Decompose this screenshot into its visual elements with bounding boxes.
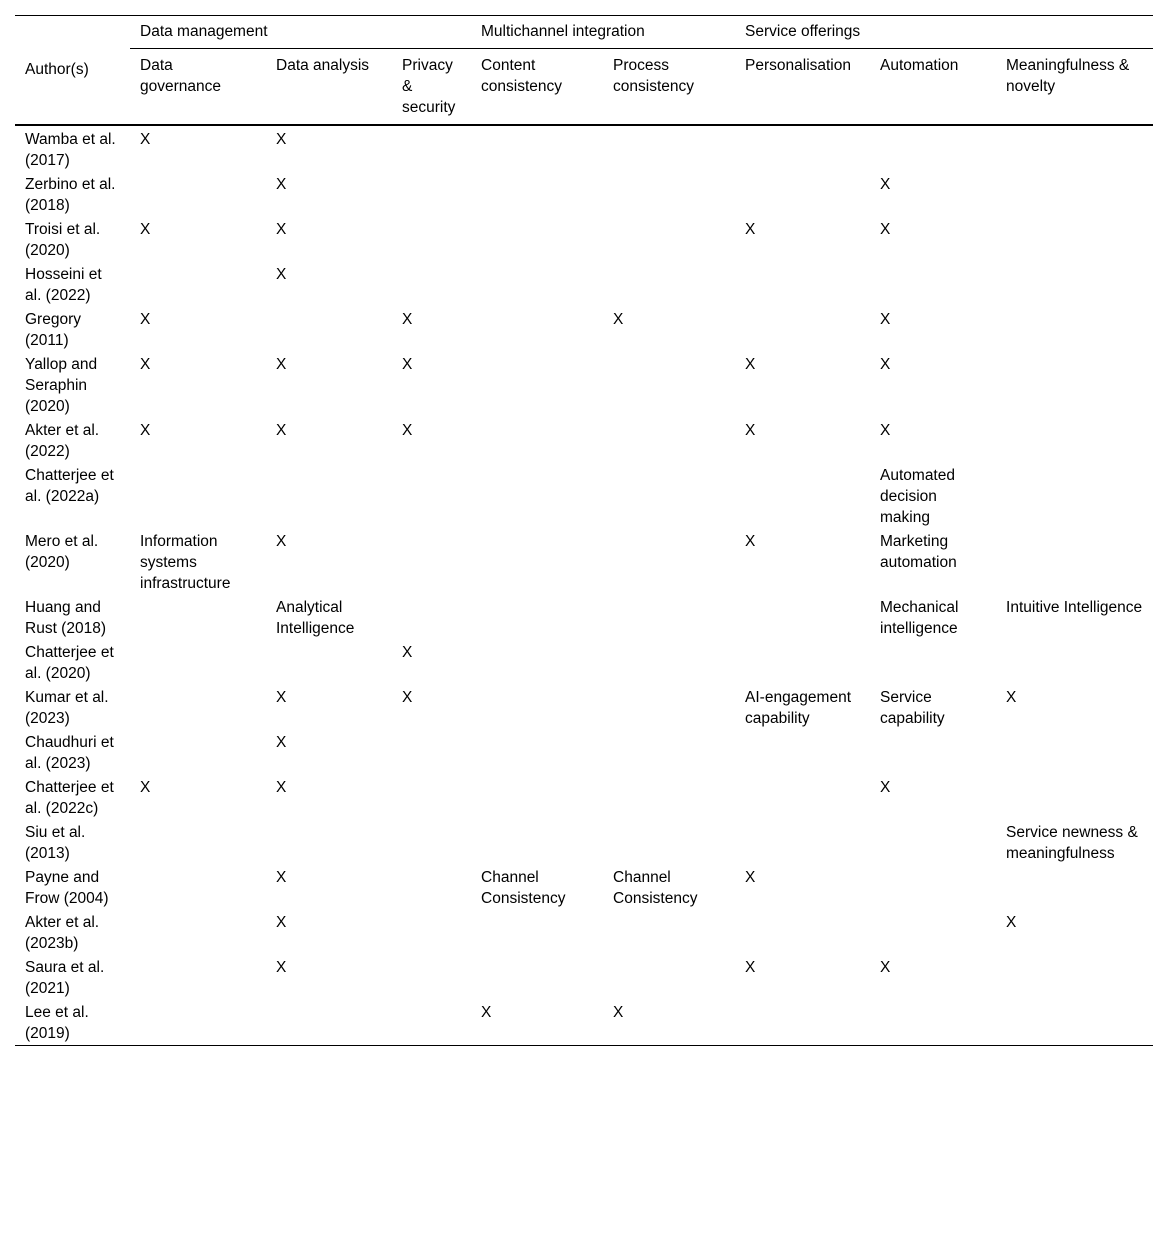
- cell-process-consistency: [603, 640, 735, 685]
- cell-content-consistency: [471, 125, 603, 172]
- cell-privacy-and-security: [392, 730, 471, 775]
- cell-data-governance: [130, 820, 266, 865]
- cell-personalisation: [735, 595, 870, 640]
- cell-data-analysis: X: [276, 422, 287, 439]
- cell-process-consistency: [603, 125, 735, 172]
- author-cell: Zerbino et al. (2018): [25, 176, 116, 214]
- author-cell: Kumar et al. (2023): [25, 689, 109, 727]
- cell-meaningfulness-and-novelty: Service newness & meaningfulness: [1006, 824, 1138, 862]
- cell-data-analysis: X: [276, 734, 287, 751]
- cell-personalisation: X: [745, 221, 756, 238]
- cell-data-analysis: X: [276, 266, 287, 283]
- cell-meaningfulness-and-novelty: [996, 418, 1153, 463]
- cell-data-governance: [130, 1000, 266, 1046]
- author-cell: Akter et al. (2023b): [25, 914, 100, 952]
- table-row: [15, 418, 1153, 463]
- cell-privacy-and-security: [392, 463, 471, 529]
- cell-process-consistency: [603, 172, 735, 217]
- column-header-data-governance: Data governance: [130, 49, 266, 126]
- cell-data-governance: [130, 955, 266, 1000]
- author-cell: Siu et al. (2013): [25, 824, 86, 862]
- cell-content-consistency: [471, 262, 603, 307]
- cell-personalisation: X: [745, 422, 756, 439]
- author-cell: Gregory (2011): [25, 311, 81, 349]
- cell-meaningfulness-and-novelty: [996, 955, 1153, 1000]
- author-cell: Payne and Frow (2004): [25, 869, 109, 907]
- cell-privacy-and-security: [392, 217, 471, 262]
- cell-data-analysis: [266, 307, 392, 352]
- group-header-multichannel-integration: Multichannel integration: [471, 16, 735, 49]
- cell-meaningfulness-and-novelty: Intuitive Intelligence: [1006, 599, 1143, 616]
- cell-data-governance: X: [140, 221, 151, 238]
- table-row: [15, 910, 1153, 955]
- author-cell: Mero et al. (2020): [25, 533, 99, 571]
- author-cell: Chatterjee et al. (2022a): [25, 467, 114, 505]
- table-row: [15, 172, 1153, 217]
- cell-process-consistency: [603, 955, 735, 1000]
- cell-automation: [870, 640, 996, 685]
- cell-automation: [870, 820, 996, 865]
- author-cell: Lee et al. (2019): [15, 1000, 130, 1046]
- table-row: [15, 1000, 1153, 1046]
- cell-personalisation: [735, 463, 870, 529]
- cell-privacy-and-security: [392, 910, 471, 955]
- cell-automation: X: [880, 176, 891, 193]
- table-row: [15, 463, 1153, 529]
- cell-process-consistency: [603, 595, 735, 640]
- cell-data-analysis: [266, 1000, 392, 1046]
- cell-data-governance: X: [140, 131, 151, 148]
- cell-process-consistency: [603, 730, 735, 775]
- author-cell: Chatterjee et al. (2020): [25, 644, 114, 682]
- cell-automation: [870, 1000, 996, 1046]
- cell-process-consistency: [603, 262, 735, 307]
- cell-privacy-and-security: X: [402, 689, 413, 706]
- table-row: [15, 217, 1153, 262]
- cell-data-analysis: X: [276, 779, 287, 796]
- cell-data-governance: [130, 865, 266, 910]
- column-header-process-consistency: Process consistency: [603, 49, 735, 126]
- author-cell: Yallop and Seraphin (2020): [25, 356, 98, 415]
- cell-data-analysis: X: [276, 533, 287, 550]
- cell-personalisation: [735, 910, 870, 955]
- cell-personalisation: [735, 730, 870, 775]
- cell-data-governance: [130, 685, 266, 730]
- table-row: [15, 955, 1153, 1000]
- cell-content-consistency: X: [471, 1000, 603, 1046]
- cell-automation: Service capability: [880, 689, 945, 727]
- cell-process-consistency: X: [603, 1000, 735, 1046]
- table-row: [15, 307, 1153, 352]
- cell-process-consistency: [603, 775, 735, 820]
- cell-meaningfulness-and-novelty: [996, 172, 1153, 217]
- cell-meaningfulness-and-novelty: [996, 529, 1153, 595]
- author-cell: Chaudhuri et al. (2023): [25, 734, 114, 772]
- cell-automation: Automated decision making: [880, 467, 955, 526]
- cell-data-governance: X: [140, 779, 151, 796]
- cell-meaningfulness-and-novelty: X: [1006, 689, 1017, 706]
- group-header-row: [15, 16, 1153, 49]
- cell-data-analysis: [266, 463, 392, 529]
- author-cell: Hosseini et al. (2022): [25, 266, 102, 304]
- cell-content-consistency: [471, 640, 603, 685]
- cell-privacy-and-security: X: [402, 311, 413, 328]
- cell-process-consistency: X: [613, 311, 624, 328]
- cell-automation: X: [880, 959, 891, 976]
- cell-data-governance: X: [140, 311, 151, 328]
- cell-content-consistency: [471, 955, 603, 1000]
- cell-automation: X: [880, 221, 891, 238]
- cell-data-governance: [130, 640, 266, 685]
- cell-data-governance: [130, 730, 266, 775]
- cell-meaningfulness-and-novelty: [996, 775, 1153, 820]
- table-row: [15, 262, 1153, 307]
- cell-automation: Mechanical intelligence: [880, 599, 959, 637]
- cell-process-consistency: [603, 418, 735, 463]
- cell-automation: X: [880, 356, 891, 373]
- author-cell: Saura et al. (2021): [25, 959, 105, 997]
- literature-comparison-table: [15, 15, 1153, 1046]
- cell-process-consistency: [603, 217, 735, 262]
- cell-personalisation: [735, 307, 870, 352]
- cell-data-governance: [130, 463, 266, 529]
- cell-privacy-and-security: X: [402, 644, 413, 661]
- cell-data-governance: Information systems infrastructure: [140, 533, 231, 592]
- cell-privacy-and-security: [392, 529, 471, 595]
- cell-data-governance: [130, 595, 266, 640]
- cell-data-governance: [130, 910, 266, 955]
- column-header-privacy-and-security: Privacy & security: [392, 49, 471, 126]
- cell-content-consistency: [471, 685, 603, 730]
- table-row: [15, 640, 1153, 685]
- cell-content-consistency: [471, 418, 603, 463]
- cell-personalisation: [735, 1000, 870, 1046]
- cell-data-analysis: X: [276, 131, 287, 148]
- cell-meaningfulness-and-novelty: [996, 640, 1153, 685]
- table-row: [15, 352, 1153, 418]
- column-header-data-analysis: Data analysis: [266, 49, 392, 126]
- cell-privacy-and-security: [392, 172, 471, 217]
- cell-automation: X: [880, 311, 891, 328]
- cell-data-analysis: X: [276, 914, 287, 931]
- cell-content-consistency: [471, 820, 603, 865]
- cell-process-consistency: [603, 352, 735, 418]
- cell-data-analysis: X: [276, 869, 287, 886]
- author-cell: Akter et al. (2022): [25, 422, 100, 460]
- cell-process-consistency: [603, 685, 735, 730]
- cell-process-consistency: [603, 910, 735, 955]
- column-header-content-consistency: Content consistency: [471, 49, 603, 126]
- cell-automation: [870, 262, 996, 307]
- table-body: [15, 125, 1153, 1046]
- cell-meaningfulness-and-novelty: [996, 125, 1153, 172]
- cell-content-consistency: Channel Consistency: [481, 869, 566, 907]
- cell-automation: [870, 125, 996, 172]
- cell-data-governance: X: [140, 422, 151, 439]
- cell-personalisation: X: [745, 959, 756, 976]
- cell-automation: [870, 730, 996, 775]
- cell-meaningfulness-and-novelty: [996, 352, 1153, 418]
- cell-privacy-and-security: [392, 262, 471, 307]
- cell-process-consistency: [603, 820, 735, 865]
- cell-privacy-and-security: [392, 775, 471, 820]
- cell-data-analysis: X: [276, 176, 287, 193]
- cell-automation: X: [880, 779, 891, 796]
- cell-meaningfulness-and-novelty: X: [1006, 914, 1017, 931]
- cell-personalisation: [735, 125, 870, 172]
- author-cell: Chatterjee et al. (2022c): [25, 779, 114, 817]
- cell-meaningfulness-and-novelty: [996, 865, 1153, 910]
- cell-content-consistency: [471, 352, 603, 418]
- cell-personalisation: X: [745, 869, 756, 886]
- cell-data-governance: [130, 262, 266, 307]
- cell-automation: X: [880, 422, 891, 439]
- cell-privacy-and-security: X: [402, 422, 413, 439]
- cell-content-consistency: [471, 217, 603, 262]
- cell-content-consistency: [471, 910, 603, 955]
- cell-privacy-and-security: [392, 595, 471, 640]
- cell-data-governance: X: [140, 356, 151, 373]
- cell-meaningfulness-and-novelty: [996, 307, 1153, 352]
- literature-table-container: [15, 15, 1153, 1046]
- cell-content-consistency: [471, 775, 603, 820]
- cell-content-consistency: [471, 529, 603, 595]
- column-header-automation: Automation: [870, 49, 996, 126]
- column-header-row: [15, 49, 1153, 126]
- cell-meaningfulness-and-novelty: [996, 262, 1153, 307]
- cell-meaningfulness-and-novelty: [996, 1000, 1153, 1046]
- group-header-data-management: Data management: [130, 16, 471, 49]
- cell-personalisation: [735, 262, 870, 307]
- cell-content-consistency: [471, 172, 603, 217]
- cell-data-analysis: X: [276, 689, 287, 706]
- cell-privacy-and-security: [392, 865, 471, 910]
- cell-personalisation: X: [745, 356, 756, 373]
- cell-data-governance: [130, 172, 266, 217]
- author-column-header: Author(s): [15, 16, 130, 126]
- cell-process-consistency: Channel Consistency: [613, 869, 698, 907]
- table-row: [15, 775, 1153, 820]
- author-cell: Huang and Rust (2018): [25, 599, 106, 637]
- column-header-meaningfulness-and-novelty: Meaningfulness & novelty: [996, 49, 1153, 126]
- cell-meaningfulness-and-novelty: [996, 217, 1153, 262]
- cell-personalisation: AI-engagement capability: [745, 689, 852, 727]
- cell-data-analysis: X: [276, 221, 287, 238]
- cell-personalisation: [735, 640, 870, 685]
- column-header-personalisation: Personalisation: [735, 49, 870, 126]
- cell-personalisation: X: [745, 533, 756, 550]
- table-row: [15, 865, 1153, 910]
- author-cell: Troisi et al. (2020): [25, 221, 101, 259]
- table-row: [15, 595, 1153, 640]
- cell-privacy-and-security: [392, 955, 471, 1000]
- table-row: [15, 730, 1153, 775]
- table-row: [15, 125, 1153, 172]
- cell-automation: [870, 910, 996, 955]
- cell-data-analysis: Analytical Intelligence: [276, 599, 355, 637]
- cell-personalisation: [735, 775, 870, 820]
- cell-automation: [870, 865, 996, 910]
- cell-data-analysis: X: [276, 356, 287, 373]
- table-row: [15, 685, 1153, 730]
- cell-personalisation: [735, 172, 870, 217]
- table-row: [15, 529, 1153, 595]
- cell-privacy-and-security: [392, 1000, 471, 1046]
- cell-data-analysis: X: [276, 959, 287, 976]
- cell-process-consistency: [603, 463, 735, 529]
- cell-privacy-and-security: X: [402, 356, 413, 373]
- cell-privacy-and-security: [392, 125, 471, 172]
- cell-privacy-and-security: [392, 820, 471, 865]
- cell-meaningfulness-and-novelty: [996, 463, 1153, 529]
- cell-personalisation: [735, 820, 870, 865]
- table-header: [15, 16, 1153, 126]
- author-cell: Wamba et al. (2017): [25, 131, 116, 169]
- cell-data-analysis: [266, 820, 392, 865]
- group-header-service-offerings: Service offerings: [735, 16, 1153, 49]
- cell-process-consistency: [603, 529, 735, 595]
- table-row: [15, 820, 1153, 865]
- cell-content-consistency: [471, 307, 603, 352]
- cell-data-analysis: [266, 640, 392, 685]
- cell-content-consistency: [471, 730, 603, 775]
- cell-content-consistency: [471, 595, 603, 640]
- cell-automation: Marketing automation: [880, 533, 957, 571]
- cell-content-consistency: [471, 463, 603, 529]
- cell-meaningfulness-and-novelty: [996, 730, 1153, 775]
